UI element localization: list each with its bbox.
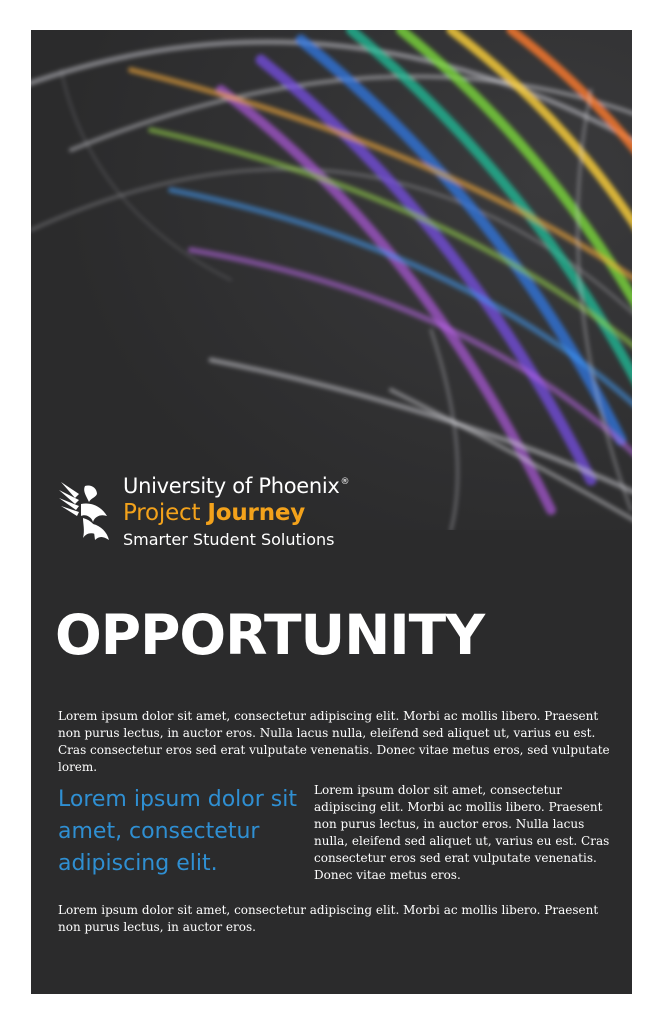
body-paragraph-1: Lorem ipsum dolor sit amet, consectetur adipiscing elit. Morbi ac mollis libero. Praesent non purus lectus, in auctor eros. Nulla lacus nulla, eleifend sed aliquet ut, varius eu est. Cras consectetur eros sed erat vulputate venenatis. Donec vitae metus eros, sed vulputate lorem. <box>58 709 610 774</box>
poster <box>31 30 632 994</box>
body-paragraph-3: Lorem ipsum dolor sit amet, consectetur adipiscing elit. Morbi ac mollis libero. Praesent non purus lectus, in auctor eros. <box>58 903 599 934</box>
university-name-text: University of Phoenix <box>123 474 340 498</box>
pull-quote: Lorem ipsum dolor sit amet, consectetur adipiscing elit. <box>58 787 297 876</box>
headline: OPPORTUNITY <box>55 603 485 667</box>
logo-project-name <box>123 500 305 526</box>
phoenix-bird-icon <box>57 476 115 542</box>
logo-tagline: Smarter Student Solutions <box>123 530 335 549</box>
registered-mark: ® <box>340 477 350 487</box>
university-of-phoenix-logo <box>57 474 387 584</box>
project-word: Project <box>123 500 201 526</box>
journey-word: Journey <box>207 500 306 526</box>
body-paragraph-2: Lorem ipsum dolor sit amet, consectetur adipiscing elit. Morbi ac mollis libero. Praesent non purus lectus, in auctor eros. Nulla lacus nulla, eleifend sed aliquet ut, varius eu est. Cras consectetur eros sed erat vulputate venenatis. Donec vitae metus eros. <box>314 783 610 882</box>
rainbow-light-arcs-image <box>31 30 632 530</box>
logo-university-name <box>123 474 349 498</box>
